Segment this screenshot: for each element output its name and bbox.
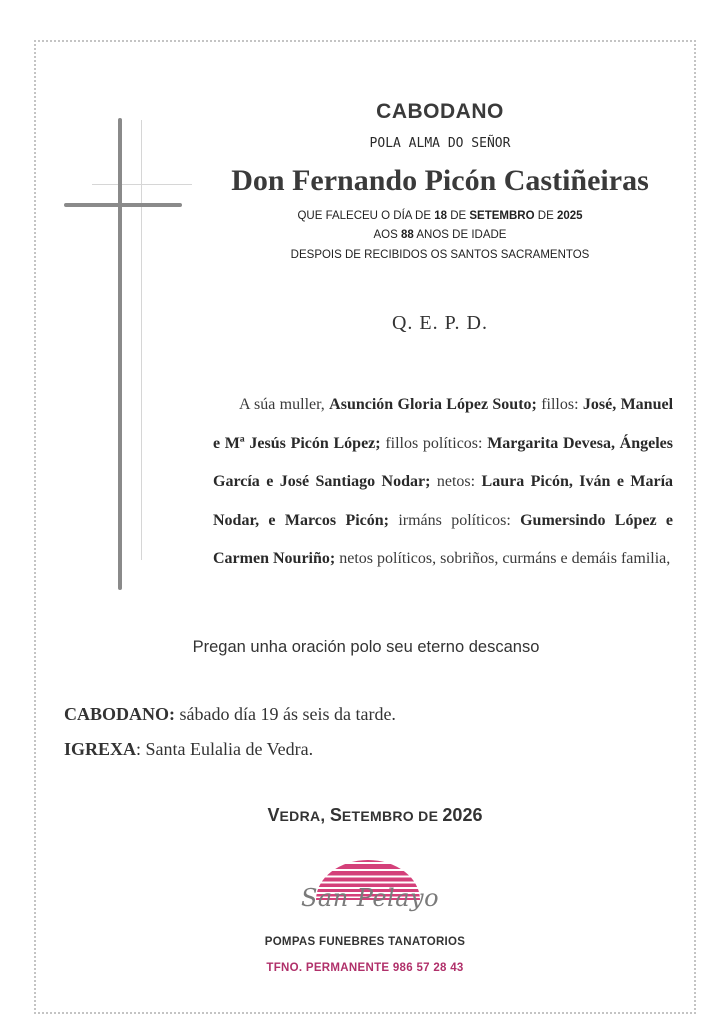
notice-title: CABODANO (376, 100, 504, 123)
company-description: POMPAS FUNEBRES TANATORIOS (264, 936, 466, 948)
wife-name: Asunción Gloria López Souto; (329, 396, 537, 413)
qepd-text: Q. E. P. D. (391, 312, 488, 334)
prayer-request: Pregan unha oración polo seu eterno descanso (192, 638, 540, 656)
family-paragraph: A súa muller, Asunción Gloria López Souto; fillos: José, Manuel e Mª Jesús Picón López; fillos políticos: Margarita Devesa, Ángeles García e José Santiago Nodar; netos: Laura Picón, Iván e María Nodar, e Marcos Picón; irmáns políticos: Gumersindo López e Carmen Nouriño; netos políticos, sobriños, curmáns e demáis familia, (213, 396, 674, 567)
children-names: José, Manuel e Mª Jesús Picón López; (213, 396, 674, 452)
grandchildren-names: Laura Picón, Iván e María Nodar, e Marcos Picón; (213, 473, 674, 529)
phone-number: TFNO. PERMANENTE 986 57 28 43 (266, 962, 464, 974)
death-date-line: QUE FALECEU O DÍA DE 18 DE SETEMBRO DE 2025 (297, 210, 583, 222)
siblings-in-law-names: Gumersindo López e Carmen Nouriño; (213, 511, 673, 567)
deceased-name: Don Fernando Picón Castiñeiras (231, 164, 649, 197)
cabodano-service-line: CABODANO: sábado día 19 ás seis da tarde. (64, 704, 396, 724)
age-line: AOS 88 ANOS DE IDADE (373, 229, 507, 241)
notice-subtitle: POLA ALMA DO SEÑOR (369, 136, 511, 151)
church-line: IGREXA: Santa Eulalia de Vedra. (64, 739, 314, 759)
company-logo-text: San Pelayo (300, 884, 440, 912)
in-laws-names: Margarita Devesa, Ángeles García e José Santiago Nodar; (213, 434, 673, 490)
place-and-date: VEDRA, SETEMBRO DE 2026 (267, 805, 483, 825)
sacraments-line: DESPOIS DE RECIBIDOS OS SANTOS SACRAMENTOS (290, 249, 590, 261)
